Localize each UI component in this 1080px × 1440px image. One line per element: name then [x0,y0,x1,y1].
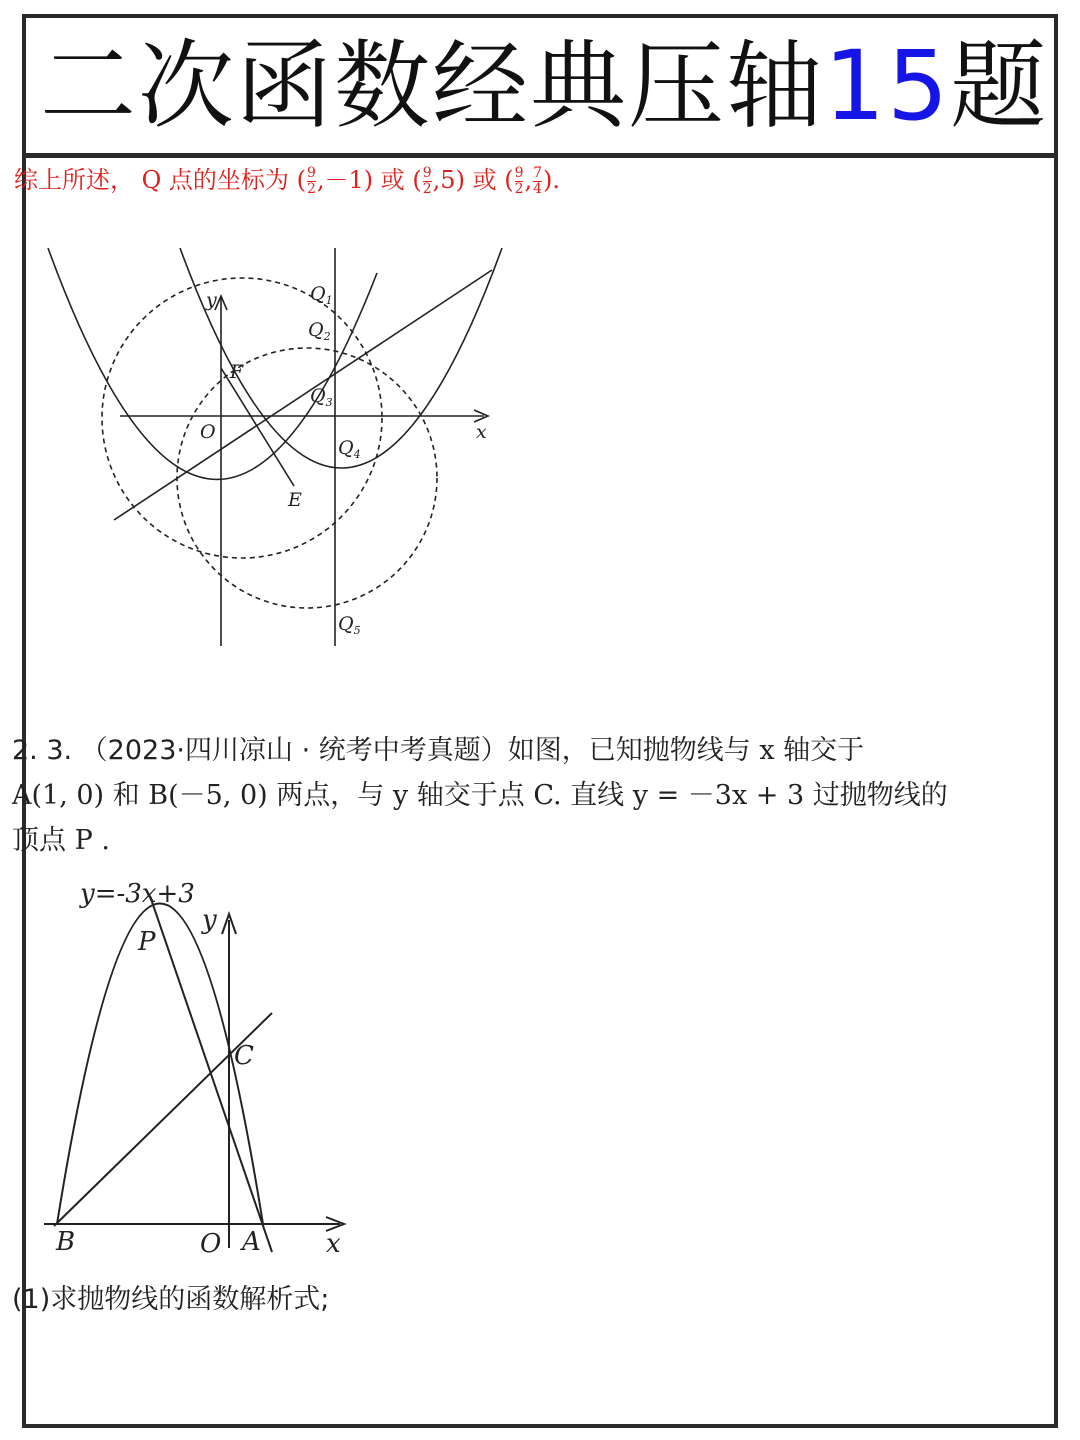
label-x: x [326,1229,341,1259]
label-line-equation: y=-3x+3 [80,879,195,909]
label-q1: $Q_1$ [310,283,333,307]
label-o: O [200,421,216,443]
problem-text: 和 [104,780,149,811]
parabola-right [180,248,502,468]
label-q2: $Q_2$ [308,319,331,343]
label-p: P [138,927,156,957]
math-y: y [392,780,409,811]
page-title [40,26,1048,146]
math-x: x [750,735,784,766]
summary-paren: ( [288,166,306,194]
frac-num: 7 [533,165,543,181]
question-1: (1)求抛物线的函数解析式; [12,1284,330,1315]
label-f: F [230,361,244,383]
point-b: B(－5, 0) [148,780,268,811]
title-box [26,18,1054,158]
summary-point-rest: ,－1) [316,166,381,194]
summary-or: 或 [380,166,405,194]
label-q4: $Q_4$ [338,437,361,461]
dashed-circle-lower [177,348,437,608]
summary-comma: , [524,166,533,194]
frac-num: 9 [514,165,524,181]
problem-text: 轴交于 [783,735,865,766]
summary-paren: ( [404,166,422,194]
line-equation: y = －3x + 3 [632,780,805,811]
label-e: E [288,489,302,511]
dashed-circle-upper [102,278,382,558]
label-b: B [56,1227,76,1257]
problem-line-2 [12,773,992,818]
label-c: C [234,1041,254,1071]
segment-fe [221,368,294,486]
summary-point-rest: ,5) [432,166,473,194]
line-y-minus3x-plus3 [150,896,272,1252]
fraction [515,166,524,197]
label-q3: $Q_3$ [310,385,333,409]
fraction [307,166,316,197]
figure-parabolas-circles [22,218,522,658]
frac-num: 9 [306,165,316,181]
parabola [57,904,263,1225]
problem-line-1 [12,728,992,773]
frac-den: 2 [514,181,524,197]
label-y: y [202,905,217,935]
label-a: A [242,1227,261,1257]
problem-line-3 [12,818,992,863]
label-y: y [206,289,217,311]
frac-den: 4 [533,181,543,197]
title-main: 二次函数经典压轴 [40,30,824,142]
title-suffix: 题 [950,30,1049,142]
problem-text: 2. 3. （2023·四川凉山 · 统考中考真题）如图，已知抛物线与 [12,735,751,766]
problem-text: 过抛物线的 [804,780,948,811]
parabola-left [48,248,377,479]
point-c: C. [533,780,562,811]
fraction [533,166,542,197]
summary-or: 或 [472,166,497,194]
label-x: x [476,421,487,443]
summary-point-rest: ). [543,166,561,194]
fraction [423,166,432,197]
label-q5: $Q_5$ [338,613,361,637]
problem-text: 直线 [561,780,633,811]
frac-den: 2 [422,181,432,197]
figure-parabola-line [22,868,362,1268]
summary-prefix: 综上所述， Q 点的坐标为 [14,166,289,194]
label-o: O [200,1229,222,1259]
problem-text: 轴交于点 [408,780,534,811]
frac-den: 2 [306,181,316,197]
title-number: 15 [824,30,951,142]
point-a: A(1, 0) [12,780,105,811]
frac-num: 9 [422,165,432,181]
answer-summary [14,162,560,198]
summary-paren: ( [496,166,514,194]
point-p: P . [74,825,110,856]
problem-text: 两点，与 [267,780,393,811]
oblique-line [114,270,492,520]
problem-statement [12,728,992,863]
problem-text: 顶点 [12,825,75,856]
